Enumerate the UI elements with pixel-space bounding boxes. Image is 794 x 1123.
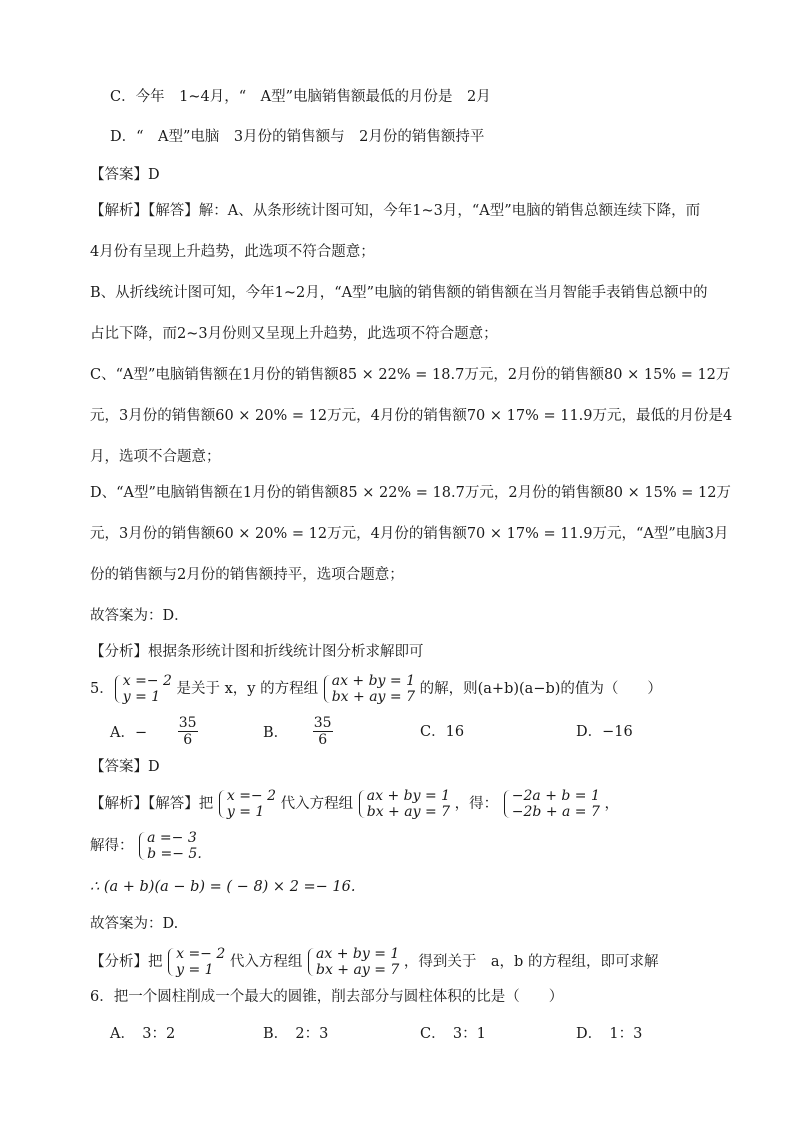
q4-analysis-line: 月，选项不合题意； <box>90 449 221 465</box>
q4-conclusion: 故答案为：D． <box>90 608 189 624</box>
q5-solve: 解得： a =− 3 b =− 5. <box>90 830 202 862</box>
q5-analysis-eq-system: ax + by = 1 bx + ay = 7 <box>358 788 450 820</box>
q5-text-2: 的解，则(a+b)(a−b)的值为（ ） <box>419 681 662 697</box>
q4-option-d: D．“ A型”电脑 3月份的销售额与 2月份的销售额持平 <box>110 129 485 145</box>
q5-substituted-system: −2a + b = 1 −2b + a = 7 <box>503 788 600 820</box>
q4-option-c: C．今年 1~4月，“ A型”电脑销售额最低的月份是 2月 <box>110 89 491 105</box>
q5-option-b-fraction: $\frac{35}{6}$ <box>313 715 332 748</box>
q4-analysis-line: 占比下降，而2~3月份则又呈现上升趋势，此选项不符合题意； <box>90 326 498 342</box>
q5-therefore: ∴ (a + b)(a − b) = ( − 8) × 2 =− 16. <box>90 879 356 895</box>
q4-analysis-line: C、“A型”电脑销售额在1月份的销售额85 × 22% = 18.7万元，2月份的销售额80 × 15% = 12万 <box>90 367 731 383</box>
q5-solution-system <box>114 673 172 705</box>
q6-option-b: B． 2：3 <box>263 1026 329 1042</box>
q5-option-c: C．16 <box>420 724 465 740</box>
q5-eq-1: ax + by = 1 <box>331 673 416 689</box>
q6-option-d: D． 1：3 <box>576 1026 643 1042</box>
q5-option-a: A．− $\frac{35}{6}$ <box>110 715 197 748</box>
q6-option-a: A． 3：2 <box>110 1026 176 1042</box>
q5-equation-system <box>323 673 415 705</box>
q5-option-d: D．−16 <box>576 724 633 740</box>
q5-analysis-sol-system: x =− 2 y = 1 <box>218 788 276 820</box>
q4-analysis-line: 4月份有呈现上升趋势，此选项不符合题意； <box>90 244 375 260</box>
q4-answer: 【答案】D <box>90 167 160 183</box>
q5-text-1: 是关于 x，y 的方程组 <box>176 681 319 697</box>
q5-option-a-fraction: $\frac{35}{6}$ <box>178 715 197 748</box>
q4-analysis-line: 份的销售额与2月份的销售额持平，选项合题意； <box>90 567 404 583</box>
q5-sol-y: y = 1 <box>122 689 161 705</box>
q5-sol-x: x =− 2 <box>122 673 172 689</box>
q4-method: 【分析】根据条形统计图和折线统计图分析求解即可 <box>90 644 424 660</box>
q6-question: 6．把一个圆柱削成一个最大的圆锥，削去部分与圆柱体积的比是（ ） <box>90 989 564 1005</box>
q4-analysis-line: D、“A型”电脑销售额在1月份的销售额85 × 22% = 18.7万元，2月份的销售额80 × 15% = 12万 <box>90 485 731 501</box>
q4-analysis-line: 元，3月份的销售额60 × 20% = 12万元，4月份的销售额70 × 17% = 11.9万元，“A型”电脑3月 <box>90 526 729 542</box>
q5-number: 5． <box>90 681 114 697</box>
q5-result-system: a =− 3 b =− 5. <box>138 830 202 862</box>
q5-method: 【分析】把 x =− 2 y = 1 代入方程组 ax + by = 1 bx + ay = 7 ，得到关于 a，b 的方程组，即可求解 <box>90 946 659 978</box>
q5-answer: 【答案】D <box>90 759 160 775</box>
q5-conclusion: 故答案为：D. <box>90 916 179 932</box>
q5-option-b: B． $\frac{35}{6}$ <box>263 715 332 748</box>
q4-analysis-line: 【解析】【解答】解：A、从条形统计图可知，今年1~3月，“A型”电脑的销售总额连续下降，而 <box>90 203 701 219</box>
q5-analysis: 【解析】【解答】把 x =− 2 y = 1 代入方程组 ax + by = 1 bx + ay = 7 ，得： −2a + b = 1 −2b + a = 7 ， <box>90 788 619 820</box>
q4-analysis-line: B、从折线统计图可知，今年1~2月，“A型”电脑的销售额的销售额在当月智能手表销售总额中的 <box>90 285 708 301</box>
q4-analysis-line: 元，3月份的销售额60 × 20% = 12万元，4月份的销售额70 × 17% = 11.9万元，最低的月份是4 <box>90 408 733 424</box>
q5-eq-2: bx + ay = 7 <box>331 689 416 705</box>
q6-option-c: C． 3：1 <box>420 1026 486 1042</box>
q5-question <box>90 673 662 705</box>
